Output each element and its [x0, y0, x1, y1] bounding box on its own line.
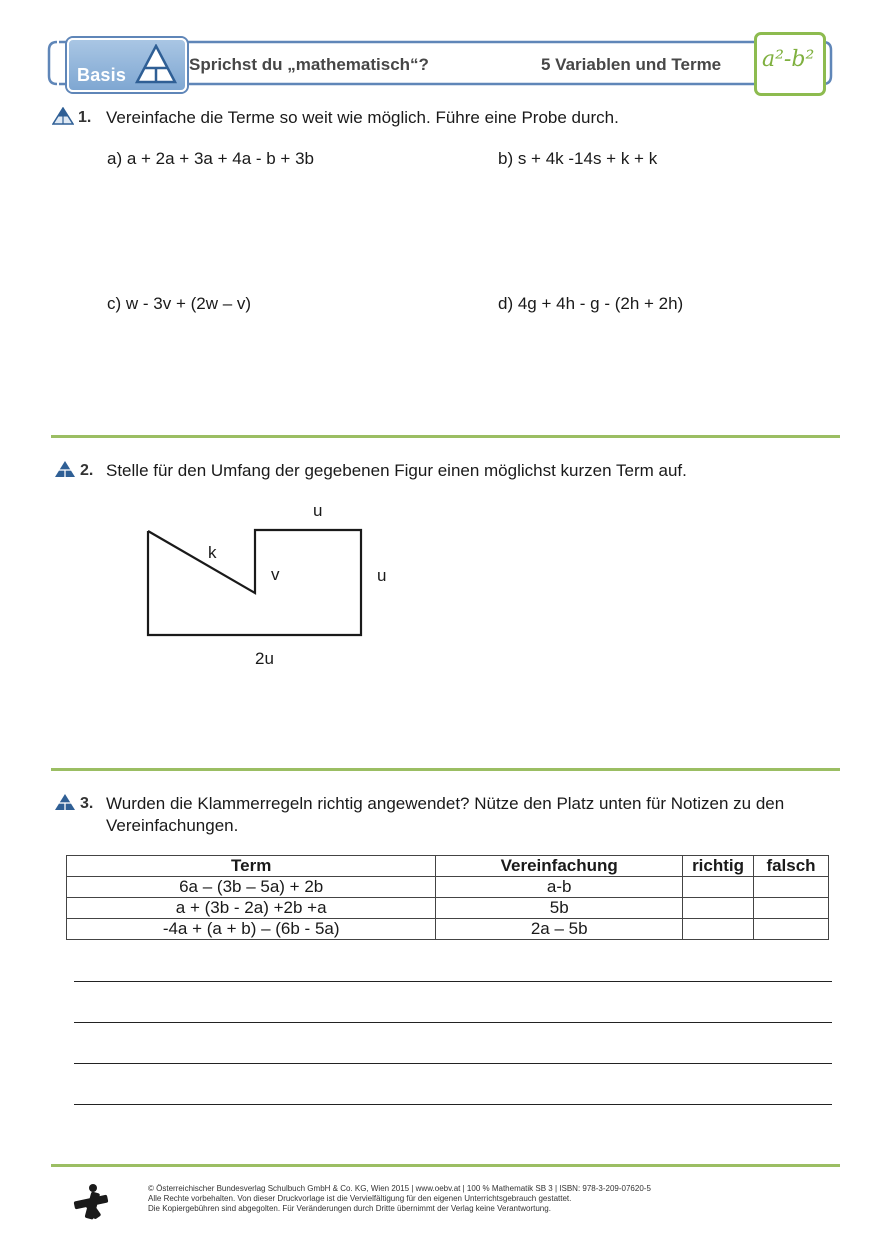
task-level-icon [52, 107, 74, 125]
perimeter-figure [140, 520, 370, 640]
wrong-checkbox-cell[interactable] [754, 898, 829, 919]
table-header-row [67, 856, 829, 877]
task-instruction: Stelle für den Umfang der gegebenen Figur einen möglichst kurzen Term auf. [106, 461, 687, 480]
simplification-cell: a-b [436, 877, 683, 898]
note-line [74, 981, 832, 982]
correct-checkbox-cell[interactable] [683, 898, 754, 919]
level-badge [67, 38, 187, 92]
header-simplification: Vereinfachung [436, 856, 683, 877]
figure-label-bottom: 2u [255, 649, 274, 668]
note-line [74, 1104, 832, 1105]
task-number: 1. [78, 109, 92, 126]
figure-label-right: u [377, 566, 387, 585]
footer-line: Die Kopiergebühren sind abgegolten. Für Veränderungen durch Dritte übernimmt der Verlag keine Verantwortung. [148, 1204, 551, 1213]
publisher-logo-icon [72, 1183, 110, 1221]
footer-copyright [148, 1184, 651, 1214]
correct-checkbox-cell[interactable] [683, 877, 754, 898]
pyramid-icon [135, 44, 177, 84]
simplification-cell: 5b [436, 898, 683, 919]
task-level-icon [54, 460, 76, 478]
simplification-cell: 2a – 5b [436, 919, 683, 940]
level-badge-label: Basis [77, 65, 127, 85]
exercise-c: c) w - 3v + (2w – v) [107, 294, 252, 313]
wrong-checkbox-cell[interactable] [754, 919, 829, 940]
task-number: 3. [80, 795, 94, 812]
header-term: Term [67, 856, 436, 877]
footer-line: © Österreichischer Bundesverlag Schulbuch GmbH & Co. KG, Wien 2015 | www.oebv.at | 100 % Mathematik SB 3 | ISBN: 978-3-209-07620-5 [148, 1184, 651, 1193]
exercise-b: b) s + 4k -14s + k + k [498, 149, 658, 168]
task-instruction: Vereinfache die Terme so weit wie möglich. Führe eine Probe durch. [106, 108, 619, 127]
section-divider [51, 435, 840, 438]
task-instruction: Wurden die Klammerregeln richtig angewendet? Nütze den Platz unten für Notizen zu den [106, 794, 785, 813]
task-number: 2. [80, 462, 94, 479]
exercise-d: d) 4g + 4h - g - (2h + 2h) [498, 294, 684, 313]
wrong-checkbox-cell[interactable] [754, 877, 829, 898]
figure-label-diagonal: k [208, 543, 217, 562]
section-divider [51, 768, 840, 771]
term-cell: -4a + (a + b) – (6b - 5a) [67, 919, 436, 940]
note-line [74, 1063, 832, 1064]
exercise-a: a) a + 2a + 3a + 4a - b + 3b [107, 149, 314, 168]
table-row [67, 877, 829, 898]
figure-label-top: u [313, 501, 323, 520]
task-instruction-continued: Vereinfachungen. [106, 816, 239, 835]
page-title: Sprichst du „mathematisch“? [189, 55, 429, 74]
correct-checkbox-cell[interactable] [683, 919, 754, 940]
table-row [67, 919, 829, 940]
term-table [66, 855, 829, 940]
note-line [74, 1022, 832, 1023]
footer-divider [51, 1164, 840, 1167]
footer-line: Alle Rechte vorbehalten. Von dieser Druckvorlage ist die Vervielfältigung für den eigenen Unterrichtsgebrauch gestattet. [148, 1194, 572, 1203]
header-wrong: falsch [754, 856, 829, 877]
task-level-icon [54, 793, 76, 811]
header-correct: richtig [683, 856, 754, 877]
formula-badge-label: a²-b² [762, 47, 815, 72]
term-cell: a + (3b - 2a) +2b +a [67, 898, 436, 919]
chapter-title: 5 Variablen und Terme [541, 55, 722, 74]
formula-badge [754, 32, 826, 96]
term-cell: 6a – (3b – 5a) + 2b [67, 877, 436, 898]
table-row [67, 898, 829, 919]
figure-label-inner: v [271, 565, 280, 584]
